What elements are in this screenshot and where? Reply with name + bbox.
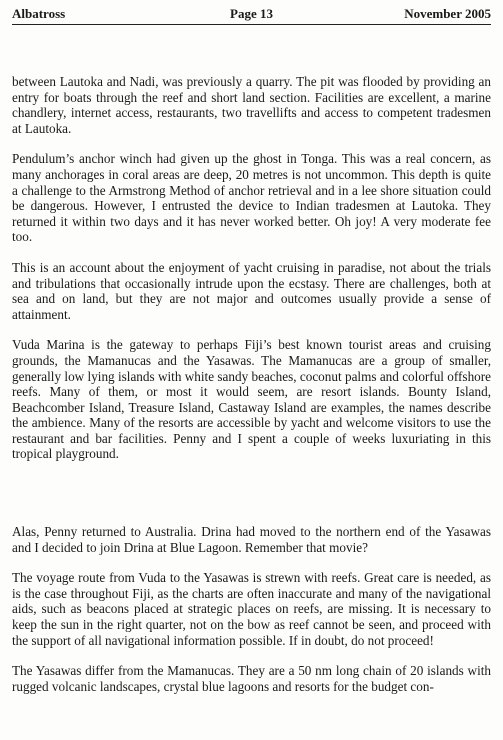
- paragraph: Alas, Penny returned to Australia. Drina had moved to the northern end of the Yasawas and I decided to join Drina at Blue Lagoon. Remember that movie?: [12, 524, 491, 555]
- publication-title: Albatross: [12, 6, 66, 21]
- paragraph: Pendulum’s anchor winch had given up the ghost in Tonga. This was a real concern, as many anchorages in coral areas are deep, 20 metres is not uncommon. This depth is quite a challenge to the Armstrong Method of anchor retrieval and in a lee shore situation could be dangerous. However, I entrusted the device to Indian tradesmen at Lautoka. They returned it within two days and it has never worked better. Oh joy! A very moderate fee too.: [12, 151, 491, 245]
- paragraph: The Yasawas differ from the Mamanucas. They are a 50 nm long chain of 20 islands with rugged volcanic landscapes, crystal blue lagoons and resorts for the budget con-: [12, 663, 491, 694]
- paragraph: Vuda Marina is the gateway to perhaps Fiji’s best known tourist areas and cruising grounds, the Mamanucas and the Yasawas. The Mamanucas are a group of smaller, generally low lying islands with white sandy beaches, coconut palms and colorful offshore reefs. Many of them, or most it would seem, are resort islands. Bounty Island, Beachcomber Island, Treasure Island, Castaway Island are examples, the names describe the ambience. Many of the resorts are accessible by yacht and welcome visitors to use the restaurant and bar facilities. Penny and I spent a couple of weeks luxuriating in this tropical playground.: [12, 337, 491, 462]
- paragraph: The voyage route from Vuda to the Yasawas is strewn with reefs. Great care is needed, as is the case throughout Fiji, as the charts are often inaccurate and many of the navigational aids, such as beacons placed at strategic places on reefs, are missing. It is necessary to keep the sun in the right quarter, not on the bow as reef cannot be seen, and proceed with the support of all navigational information possible. If in doubt, do not proceed!: [12, 570, 491, 648]
- page-number: Page 13: [230, 6, 273, 21]
- article-body: [12, 74, 491, 694]
- page-header: [12, 6, 491, 25]
- paragraph: between Lautoka and Nadi, was previously a quarry. The pit was flooded by providing an entry for boats through the reef and short land section. Facilities are excellent, a marine chandlery, internet access, restaurants, two travellifts and access to competent tradesmen at Lautoka.: [12, 74, 491, 136]
- issue-date: November 2005: [404, 6, 491, 21]
- paragraph: This is an account about the enjoyment of yacht cruising in paradise, not about the trials and tribulations that occasionally intrude upon the ecstasy. There are challenges, both at sea and on land, but they are not major and outcomes usually provide a sense of attainment.: [12, 259, 491, 322]
